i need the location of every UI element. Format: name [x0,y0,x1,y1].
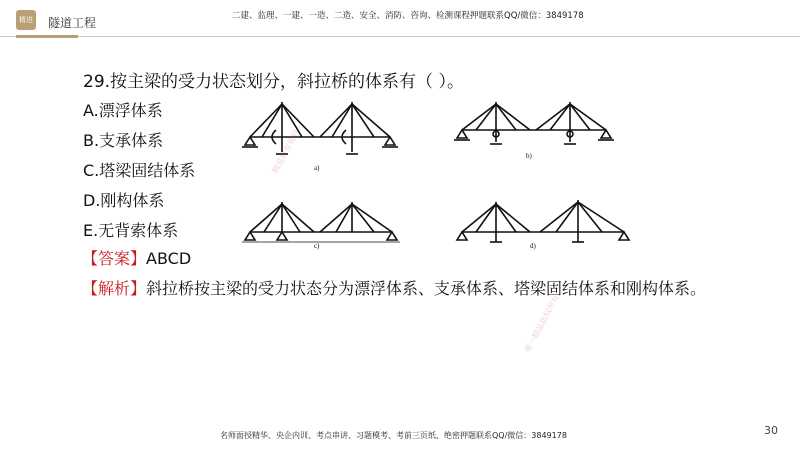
page-number: 30 [764,424,778,437]
question-text: 29.按主梁的受力状态划分，斜拉桥的体系有（ ）。 [83,72,464,92]
diagram-label-b: b) [526,152,532,160]
bridge-system-diagrams [240,92,660,252]
analysis-label: 【解析】 [82,279,147,298]
header-contact-note: 二建、监理、一建、一造、二造、安全、消防、咨询、检测课程押题联系QQ/微信：3849178 [232,11,584,21]
answer-line [82,246,191,269]
diagram-b [454,102,614,160]
diagram-c [242,202,400,250]
option-d: D.刚构体系 [83,191,165,210]
option-e: E.无背索体系 [83,221,179,240]
course-title: 隧道工程 [48,16,97,30]
diagram-label-a: a) [314,164,320,172]
footer-contact-note: 名师面授精华、央企内训、考点串讲、习题模考、考前三页纸、绝密押题联系QQ/微信：3849178 [220,431,567,440]
watermark: 唯一精品版权所有 [523,293,561,354]
watermark: 精进教育资料 [270,128,302,175]
logo-badge: 精进 [16,10,36,30]
answer-label: 【答案】 [82,249,147,268]
analysis-text: 斜拉桥按主梁的受力状态分为漂浮体系、支承体系、塔梁固结体系和刚构体系。 [146,279,707,298]
option-b: B.支承体系 [83,131,164,150]
diagram-d [457,200,629,250]
option-c: C.塔梁固结体系 [83,161,196,180]
analysis-line [82,276,706,299]
diagram-label-c: c) [314,242,320,250]
diagram-label-d: d) [530,242,536,250]
option-a: A.漂浮体系 [83,101,163,120]
answer-value: ABCD [146,249,192,268]
header-divider [0,36,800,37]
diagram-a [242,102,398,172]
